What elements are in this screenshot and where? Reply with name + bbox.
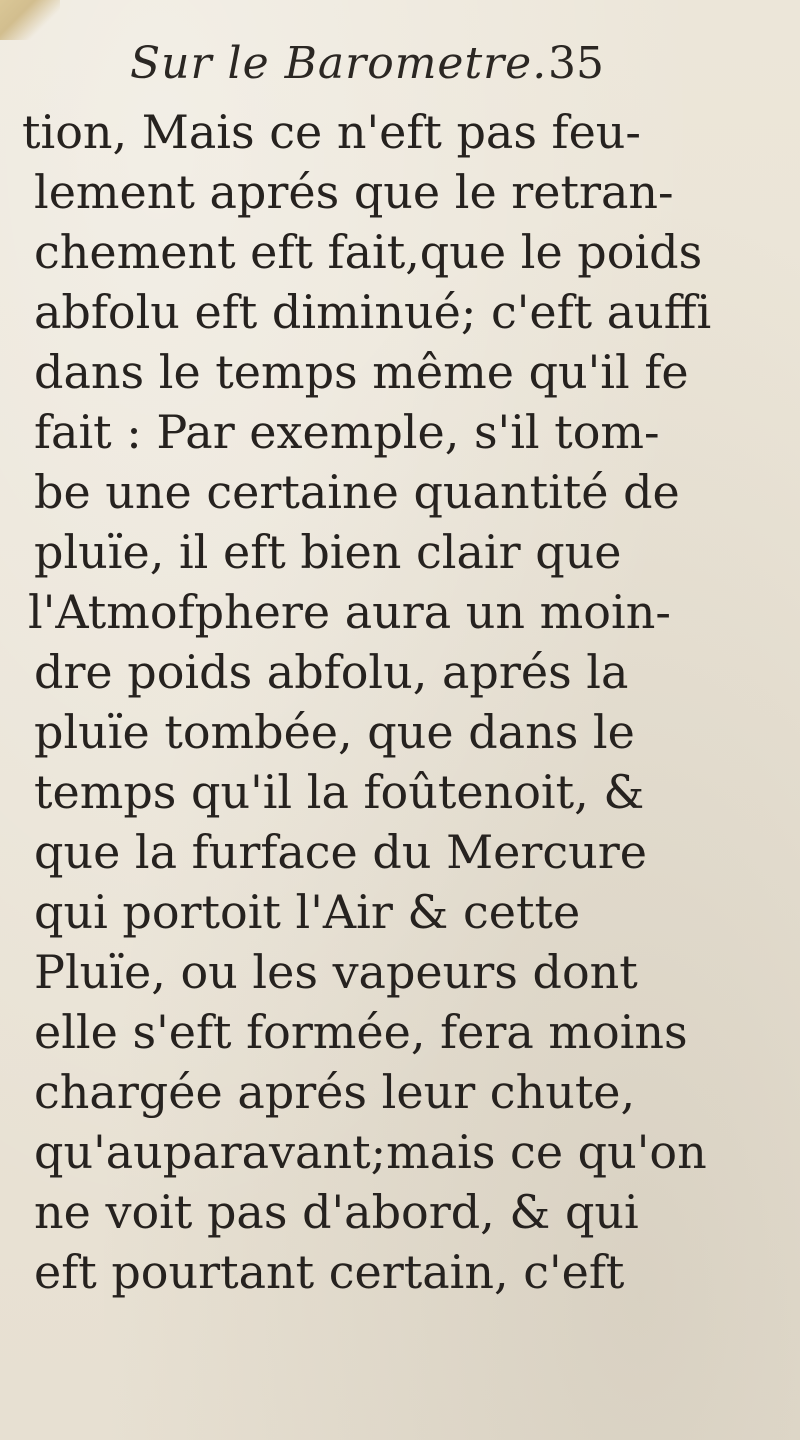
- text-line: elle s'eft formée, fera moins: [34, 1005, 688, 1059]
- text-line: l'Atmofphere aura un moin-: [28, 585, 671, 639]
- text-line: lement aprés que le retran-: [34, 165, 674, 219]
- text-line: tion, Mais ce n'eft pas feu-: [22, 105, 641, 159]
- text-line: Pluïe, ou les vapeurs dont: [34, 945, 638, 999]
- text-line: fait : Par exemple, s'il tom-: [34, 405, 660, 459]
- text-line: pluïe, il eft bien clair que: [34, 525, 622, 579]
- text-line: pluïe tombée, que dans le: [34, 705, 635, 759]
- text-line: eft pourtant certain, c'eft: [34, 1245, 625, 1299]
- text-line: ne voit pas d'abord, & qui: [34, 1185, 639, 1239]
- page-number: 35: [548, 38, 604, 89]
- text-line: qui portoit l'Air & cette: [34, 885, 581, 939]
- text-line: chargée aprés leur chute,: [34, 1065, 636, 1119]
- text-line: que la furface du Mercure: [34, 825, 647, 879]
- text-line: be une certaine quantité de: [34, 465, 680, 519]
- page-corner-stain: [0, 0, 60, 40]
- text-line: dre poids abfolu, aprés la: [34, 645, 629, 699]
- text-line: dans le temps même qu'il fe: [34, 345, 689, 399]
- running-title: Sur le Barometre.: [130, 38, 548, 89]
- text-line: abfolu eft diminué; c'eft auffi: [34, 285, 712, 339]
- text-line: qu'auparavant;mais ce qu'on: [34, 1125, 707, 1179]
- text-line: temps qu'il la foûtenoit, &: [34, 765, 645, 819]
- text-line: chement eft fait,que le poids: [34, 225, 703, 279]
- running-head: [0, 38, 800, 98]
